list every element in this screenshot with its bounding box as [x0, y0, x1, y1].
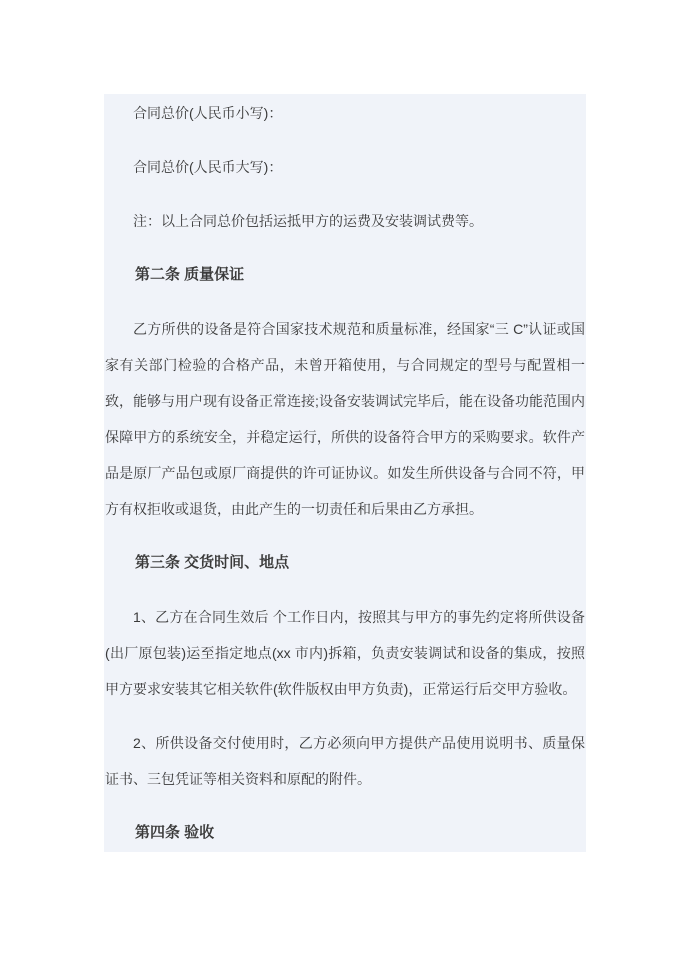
paragraph-total-price-uppercase: 合同总价(人民币大写)：: [133, 159, 283, 175]
heading-article-2-quality-guarantee: 第二条 质量保证: [135, 266, 245, 283]
paragraph-quality-guarantee-terms: 乙方所供的设备是符合国家技术规范和质量标准，经国家“三 C”认证或国家有关部门检验的合格产品，未曾开箱使用，与合同规定的型号与配置相一致，能够与用户现有设备正常连接;设备安装调试完毕后，能在设备功能范围内保障甲方的系统安全，并稳定运行，所供的设备符合甲方的采购要求。软件产品是原厂产品包或原厂商提供的许可证协议。如发生所供设备与合同不符，甲方有权拒收或退货，由此产生的一切责任和后果由乙方承担。: [105, 321, 585, 517]
paragraph-total-price-lowercase: 合同总价(人民币小写)：: [133, 105, 283, 121]
paragraph-delivery-term-1: 1、乙方在合同生效后 个工作日内，按照其与甲方的事先约定将所供设备(出厂原包装)运至指定地点(xx 市内)拆箱，负责安装调试和设备的集成，按照甲方要求安装其它相关软件(软件版权由甲方负责)，正常运行后交甲方验收。: [105, 609, 585, 697]
paragraph-delivery-term-2: 2、所供设备交付使用时，乙方必须向甲方提供产品使用说明书、质量保证书、三包凭证等相关资料和原配的附件。: [105, 735, 585, 787]
heading-article-4-acceptance: 第四条 验收: [135, 824, 215, 841]
contract-text-panel: [104, 94, 586, 852]
paragraph-price-note: 注：以上合同总价包括运抵甲方的运费及安装调试费等。: [133, 213, 483, 229]
heading-article-3-delivery-time-place: 第三条 交货时间、地点: [135, 554, 290, 571]
